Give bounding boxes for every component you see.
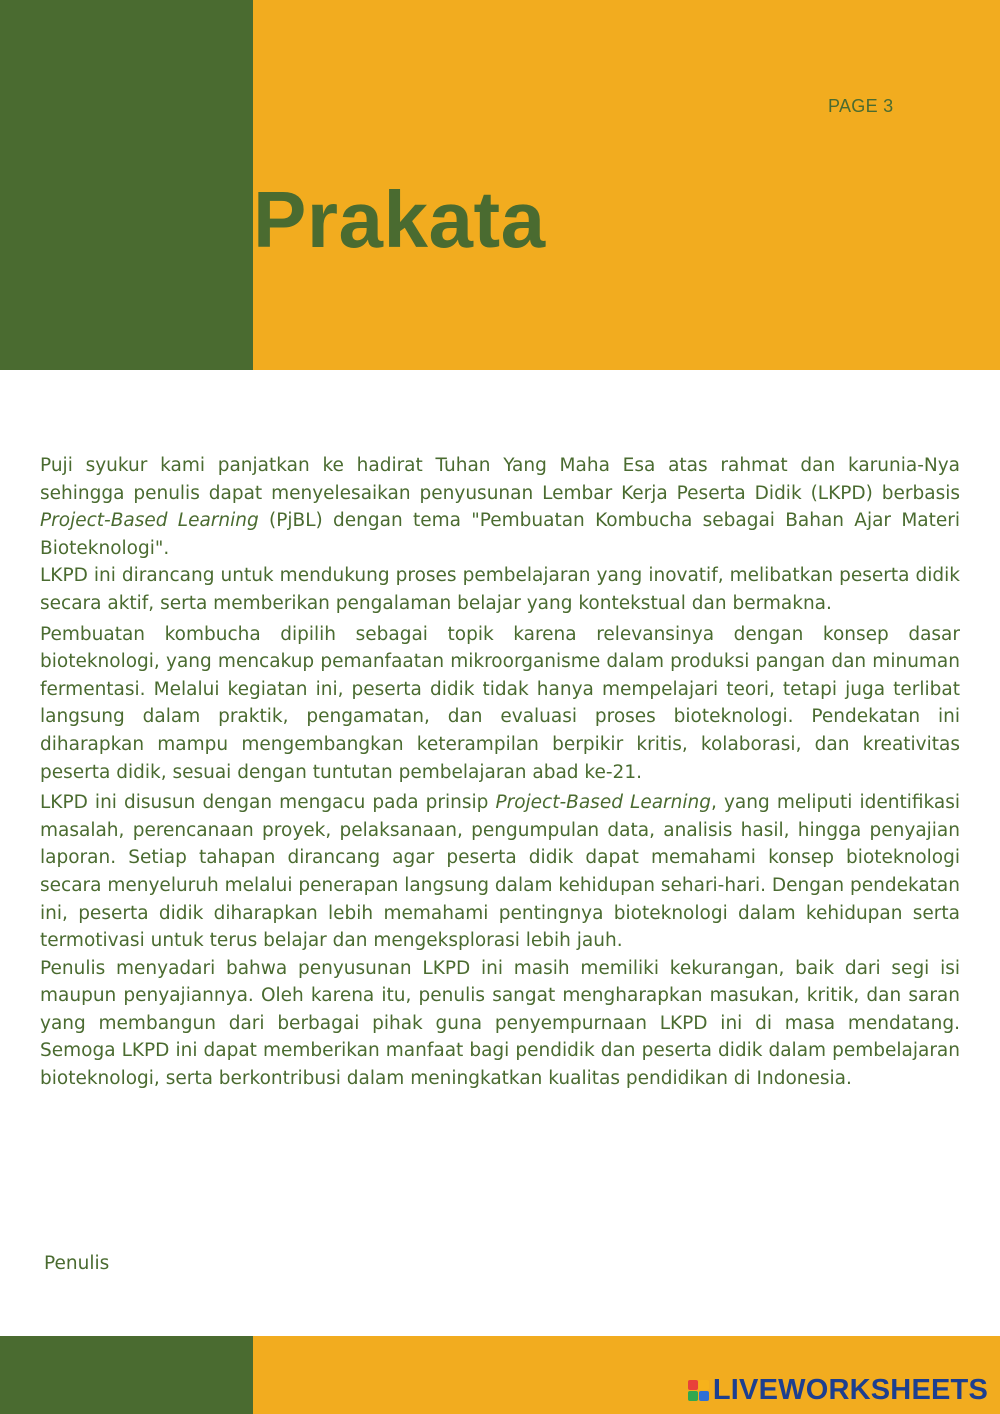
paragraph-4: LKPD ini disusun dengan mengacu pada prinsip Project-Based Learning, yang meliputi identifikasi masalah, perencanaan proyek, pelaksanaan, pengumpulan data, analisis hasil, hingga penyajian laporan. Setiap tahapan dirancang agar peserta didik dapat memahami konsep bioteknologi secara menyeluruh melalui penerapan langsung dalam kehidupan sehari-hari. Dengan pendekatan ini, peserta didik diharapkan lebih memahami pentingnya bioteknologi dalam kehidupan serta termotivasi untuk terus belajar dan mengeksplorasi lebih jauh. (40, 792, 960, 952)
paragraph-2: LKPD ini dirancang untuk mendukung proses pembelajaran yang inovatif, melibatkan peserta didik secara aktif, serta memberikan pengalaman belajar yang kontekstual dan bermakna. (40, 565, 960, 614)
liveworksheets-watermark[interactable] (688, 1374, 988, 1406)
footer-green-block (0, 1336, 253, 1414)
page-number: PAGE 3 (828, 96, 894, 116)
watermark-text: LIVEWORKSHEETS (712, 1374, 988, 1406)
liveworksheets-logo-icon (688, 1380, 709, 1401)
paragraph-5: Penulis menyadari bahwa penyusunan LKPD ini masih memiliki kekurangan, baik dari segi isi maupun penyajiannya. Oleh karena itu, penulis sangat mengharapkan masukan, kritik, dan saran yang membangun dari berbagai pihak guna penyempurnaan LKPD ini di masa mendatang. Semoga LKPD ini dapat memberikan manfaat bagi pendidik dan peserta didik dalam pembelajaran bioteknologi, serta berkontribusi dalam meningkatkan kualitas pendidikan di Indonesia. (40, 957, 960, 1090)
preface-body (40, 452, 960, 1093)
header-green-block (0, 0, 253, 370)
paragraph-3: Pembuatan kombucha dipilih sebagai topik karena relevansinya dengan konsep dasar bioteknologi, yang mencakup pemanfaatan mikroorganisme dalam produksi pangan dan minuman fermentasi. Melalui kegiatan ini, peserta didik tidak hanya mempelajari teori, tetapi juga terlibat langsung dalam praktik, pengamatan, dan evaluasi proses bioteknologi. Pendekatan ini diharapkan mampu mengembangkan keterampilan berpikir kritis, kolaborasi, dan kreativitas peserta didik, sesuai dengan tuntutan pembelajaran abad ke-21. (40, 623, 960, 783)
paragraph-1: Puji syukur kami panjatkan ke hadirat Tuhan Yang Maha Esa atas rahmat dan karunia-Nya sehingga penulis dapat menyelesaikan penyusunan Lembar Kerja Peserta Didik (LKPD) berbasis Project-Based Learning (PjBL) dengan tema "Pembuatan Kombucha sebagai Bahan Ajar Materi Bioteknologi". (40, 455, 961, 559)
signature: Penulis (44, 1253, 110, 1274)
page-title: Prakata (253, 175, 546, 264)
